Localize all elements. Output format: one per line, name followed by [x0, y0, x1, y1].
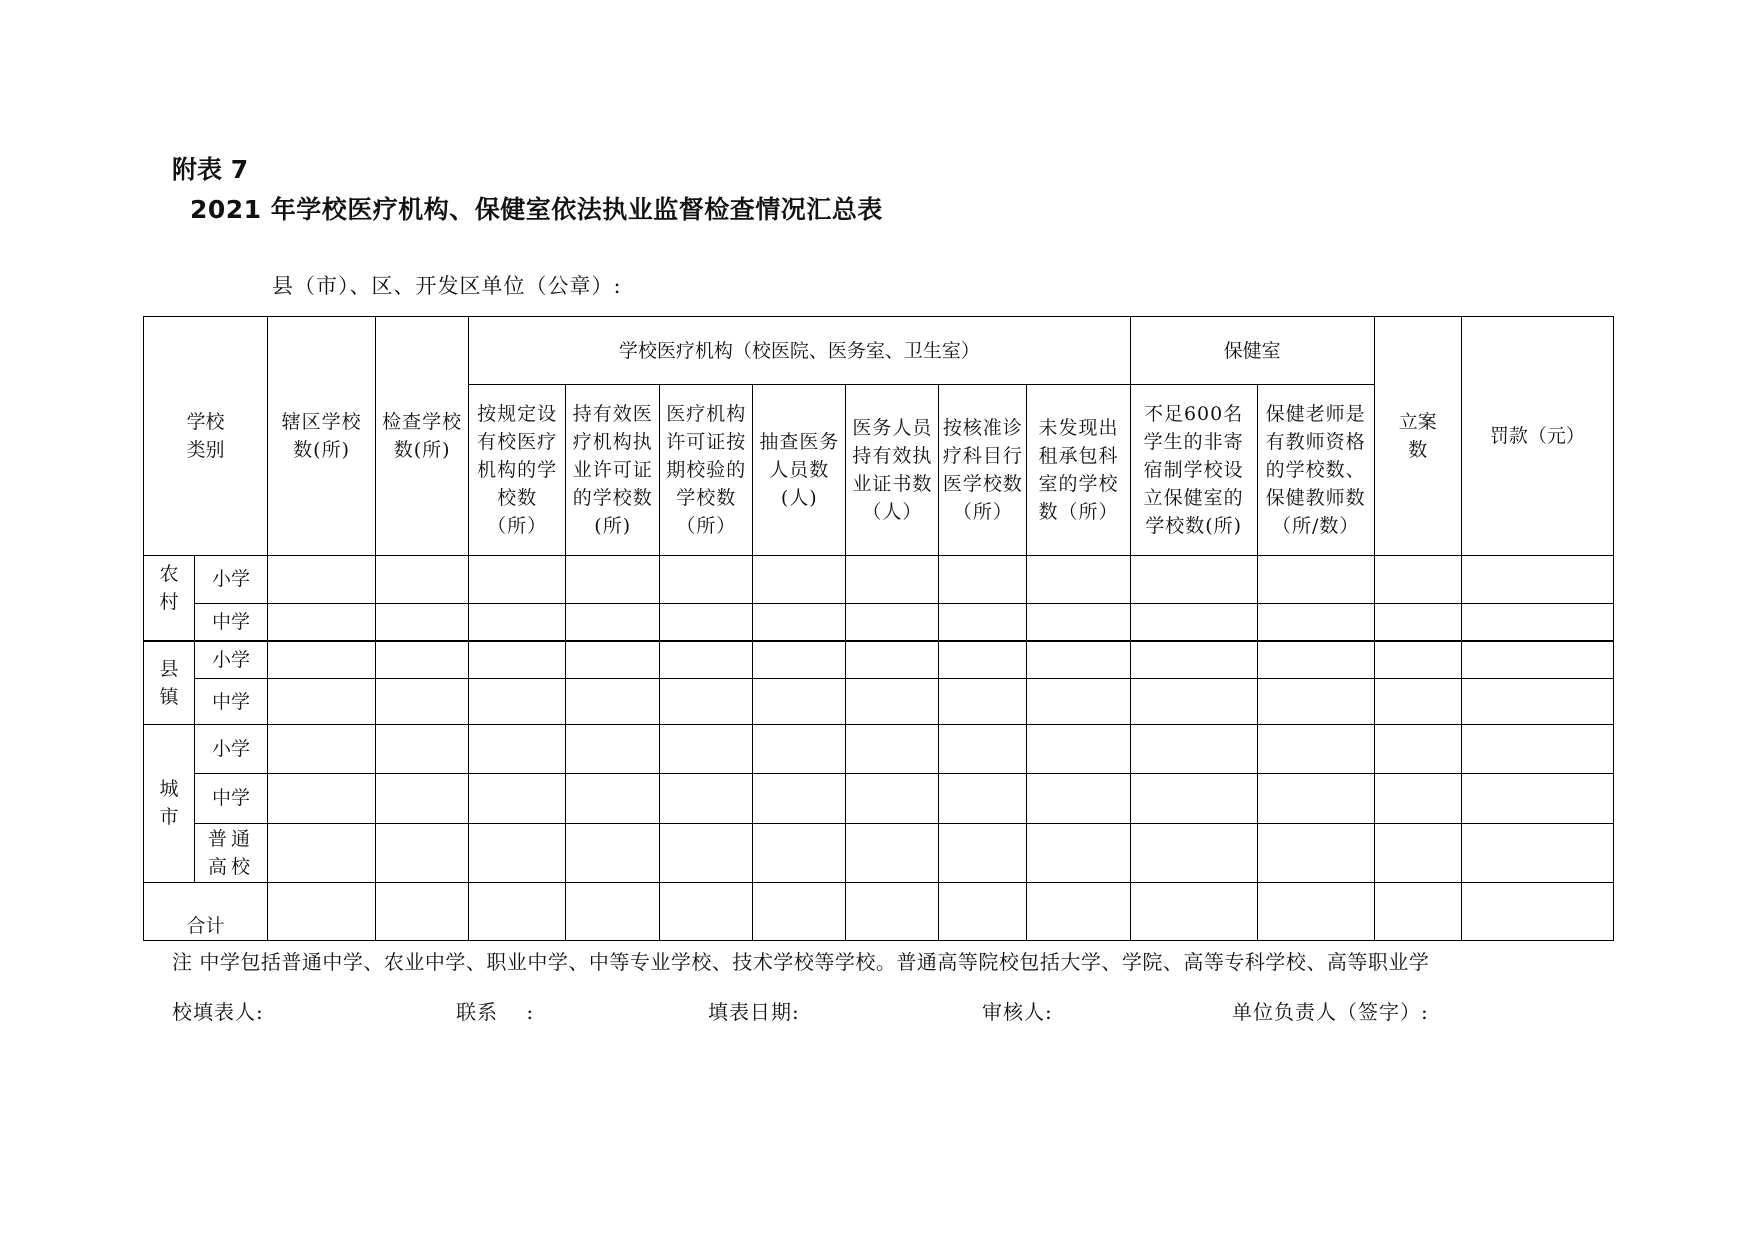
data-cell	[660, 774, 753, 823]
data-cell	[1027, 679, 1130, 725]
data-cell	[566, 725, 660, 774]
header-medical-col-1: 按规定设有校医疗机构的学校数（所）	[469, 385, 566, 556]
data-cell	[939, 603, 1027, 641]
data-cell	[268, 823, 376, 882]
data-cell	[1257, 641, 1374, 678]
data-cell	[566, 823, 660, 882]
header-medical-institutions: 学校医疗机构（校医院、医务室、卫生室）	[469, 317, 1130, 385]
data-cell	[753, 603, 846, 641]
data-cell	[469, 823, 566, 882]
group-label-county-town: 县镇	[144, 641, 195, 724]
data-cell	[1374, 774, 1461, 823]
data-cell	[753, 882, 846, 940]
header-fines: 罚款（元）	[1461, 317, 1613, 556]
data-cell	[1130, 725, 1257, 774]
filler-label: 校填表人:	[172, 1000, 264, 1024]
header-school-type: 学校类别	[144, 317, 268, 556]
data-cell	[268, 882, 376, 940]
data-cell	[566, 603, 660, 641]
data-cell	[753, 823, 846, 882]
data-cell	[846, 641, 939, 678]
data-cell	[1374, 555, 1461, 603]
data-cell	[268, 725, 376, 774]
data-cell	[1130, 774, 1257, 823]
data-cell	[939, 679, 1027, 725]
contact-label: 联系 :	[456, 1000, 535, 1024]
data-cell	[1461, 882, 1613, 940]
document-title: 2021 年学校医疗机构、保健室依法执业监督检查情况汇总表	[190, 195, 883, 224]
row-label: 小学	[195, 555, 268, 603]
data-cell	[268, 603, 376, 641]
table-row	[144, 679, 1614, 725]
data-cell	[1027, 774, 1130, 823]
reviewer-label: 审核人:	[982, 1000, 1053, 1024]
data-cell	[846, 823, 939, 882]
table-row	[144, 555, 1614, 603]
table-row	[144, 725, 1614, 774]
header-medical-col-3: 医疗机构许可证按期校验的学校数（所）	[660, 385, 753, 556]
data-cell	[1257, 774, 1374, 823]
data-cell	[753, 641, 846, 678]
data-cell	[469, 555, 566, 603]
row-label: 小学	[195, 725, 268, 774]
data-cell	[376, 725, 469, 774]
data-cell	[469, 641, 566, 678]
data-cell	[268, 679, 376, 725]
data-cell	[376, 774, 469, 823]
data-cell	[846, 679, 939, 725]
data-cell	[1130, 603, 1257, 641]
data-cell	[1027, 555, 1130, 603]
signature-row	[172, 996, 1472, 1026]
group-label-rural: 农村	[144, 555, 195, 641]
data-cell	[376, 555, 469, 603]
data-cell	[1027, 823, 1130, 882]
data-cell	[376, 603, 469, 641]
header-medical-col-7: 未发现出租承包科室的学校数（所）	[1027, 385, 1130, 556]
data-cell	[1257, 679, 1374, 725]
data-cell	[753, 555, 846, 603]
data-cell	[753, 679, 846, 725]
data-cell	[1461, 603, 1613, 641]
data-cell	[660, 882, 753, 940]
group-label-city: 城市	[144, 725, 195, 883]
data-cell	[1130, 641, 1257, 678]
data-cell	[566, 882, 660, 940]
data-cell	[939, 774, 1027, 823]
data-cell	[1374, 679, 1461, 725]
data-cell	[1130, 679, 1257, 725]
data-cell	[469, 679, 566, 725]
table-row	[144, 774, 1614, 823]
row-label: 中学	[195, 603, 268, 641]
total-label: 合计	[144, 882, 268, 940]
header-health-col-2: 保健老师是有教师资格的学校数、保健教师数（所/数）	[1257, 385, 1374, 556]
data-cell	[1257, 555, 1374, 603]
data-cell	[1027, 882, 1130, 940]
data-cell	[1461, 555, 1613, 603]
data-cell	[660, 679, 753, 725]
header-medical-col-4: 抽查医务人员数(人)	[753, 385, 846, 556]
table-row	[144, 823, 1614, 882]
row-label: 中学	[195, 774, 268, 823]
row-label: 普通高校	[195, 823, 268, 882]
data-cell	[846, 555, 939, 603]
appendix-label: 附表 7	[172, 155, 249, 184]
data-cell	[566, 679, 660, 725]
data-cell	[1257, 603, 1374, 641]
data-cell	[660, 641, 753, 678]
data-cell	[846, 774, 939, 823]
data-cell	[1027, 603, 1130, 641]
data-cell	[660, 555, 753, 603]
data-cell	[1027, 641, 1130, 678]
data-cell	[1374, 641, 1461, 678]
data-cell	[660, 823, 753, 882]
header-health-room: 保健室	[1130, 317, 1374, 385]
data-cell	[1130, 555, 1257, 603]
data-cell	[268, 641, 376, 678]
data-cell	[753, 774, 846, 823]
data-cell	[846, 603, 939, 641]
data-cell	[469, 603, 566, 641]
data-cell	[376, 823, 469, 882]
data-cell	[1374, 725, 1461, 774]
leader-label: 单位负责人（签字）:	[1232, 1000, 1429, 1024]
data-cell	[376, 679, 469, 725]
data-cell	[1374, 882, 1461, 940]
data-cell	[566, 641, 660, 678]
data-cell	[1374, 603, 1461, 641]
summary-table	[143, 316, 1614, 941]
data-cell	[1257, 882, 1374, 940]
table-row	[144, 641, 1614, 678]
data-cell	[469, 774, 566, 823]
data-cell	[566, 774, 660, 823]
data-cell	[753, 725, 846, 774]
data-cell	[660, 603, 753, 641]
header-medical-col-2: 持有效医疗机构执业许可证的学校数(所)	[566, 385, 660, 556]
data-cell	[939, 555, 1027, 603]
footnote: 注 中学包括普通中学、农业中学、职业中学、中等专业学校、技术学校等学校。普通高等院校包括大学、学院、高等专科学校、高等职业学	[172, 950, 1430, 974]
data-cell	[1461, 641, 1613, 678]
data-cell	[469, 882, 566, 940]
data-cell	[939, 823, 1027, 882]
data-cell	[376, 882, 469, 940]
data-cell	[1461, 823, 1613, 882]
data-cell	[268, 555, 376, 603]
total-row	[144, 882, 1614, 940]
date-label: 填表日期:	[708, 1000, 800, 1024]
header-medical-col-6: 按核准诊疗科目行医学校数（所）	[939, 385, 1027, 556]
data-cell	[376, 641, 469, 678]
data-cell	[939, 641, 1027, 678]
table-row	[144, 603, 1614, 641]
data-cell	[1130, 823, 1257, 882]
data-cell	[660, 725, 753, 774]
header-medical-col-5: 医务人员持有效执业证书数（人）	[846, 385, 939, 556]
data-cell	[939, 882, 1027, 940]
data-cell	[1130, 882, 1257, 940]
data-cell	[1257, 823, 1374, 882]
data-cell	[1461, 774, 1613, 823]
data-cell	[469, 725, 566, 774]
data-cell	[566, 555, 660, 603]
row-label: 小学	[195, 641, 268, 678]
data-cell	[846, 725, 939, 774]
header-cases: 立案数	[1374, 317, 1461, 556]
data-cell	[268, 774, 376, 823]
data-cell	[846, 882, 939, 940]
data-cell	[1461, 725, 1613, 774]
data-cell	[1374, 823, 1461, 882]
data-cell	[1257, 725, 1374, 774]
data-cell	[1027, 725, 1130, 774]
header-district-schools: 辖区学校数(所)	[268, 317, 376, 556]
header-health-col-1: 不足600名学生的非寄宿制学校设立保健室的学校数(所)	[1130, 385, 1257, 556]
header-inspected-schools: 检查学校数(所)	[376, 317, 469, 556]
data-cell	[1461, 679, 1613, 725]
unit-seal-line: 县（市）、区、开发区单位（公章）:	[272, 274, 622, 298]
row-label: 中学	[195, 679, 268, 725]
data-cell	[939, 725, 1027, 774]
